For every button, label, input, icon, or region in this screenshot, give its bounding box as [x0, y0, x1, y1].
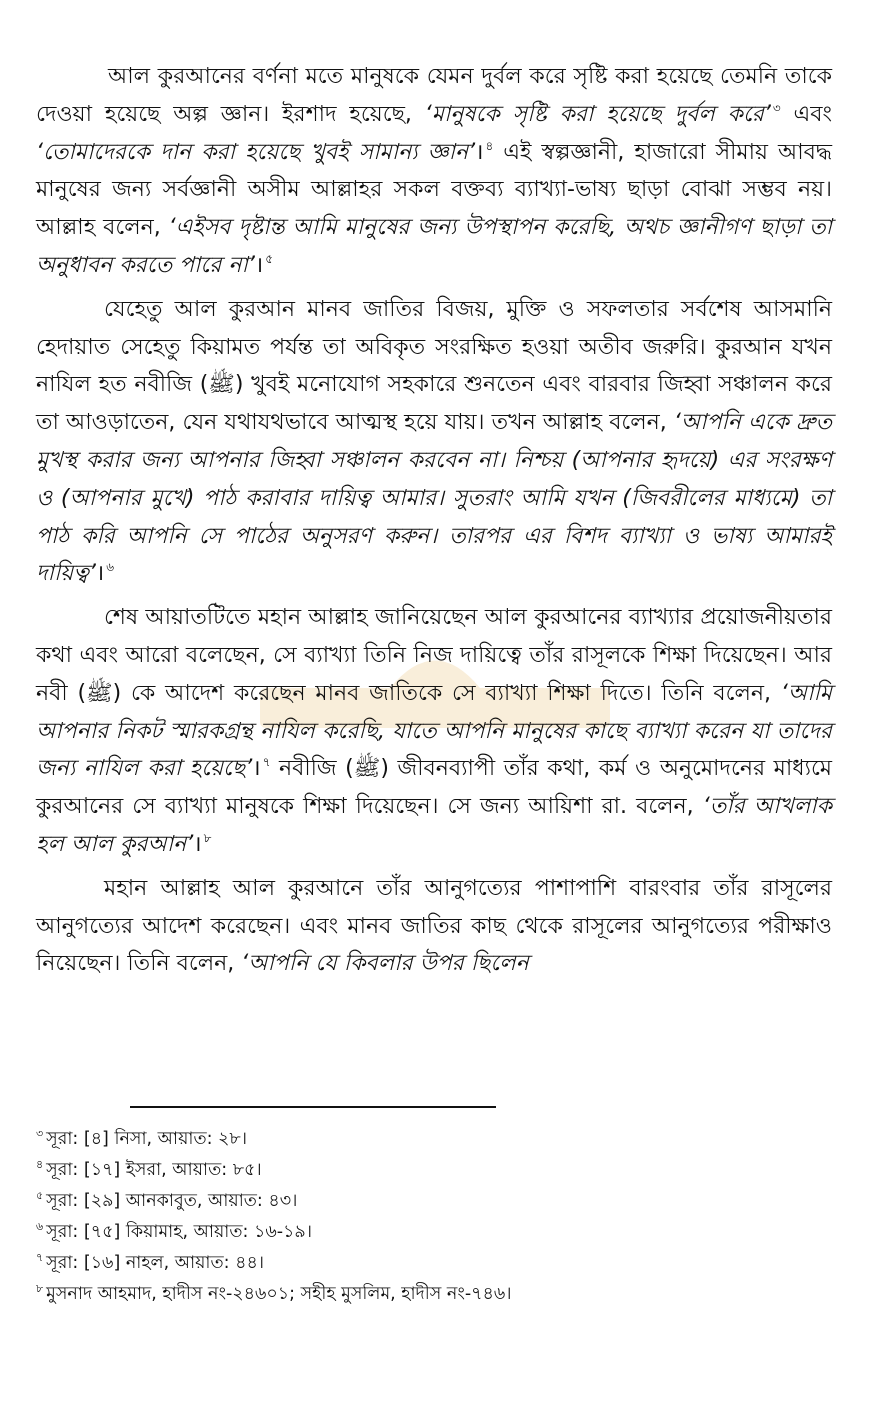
footnote-number: ৮: [36, 1282, 44, 1295]
body-text-segment: ।: [95, 561, 105, 587]
footnote-5: [36, 1186, 816, 1217]
body-text-segment: এবং: [780, 101, 832, 127]
footnote-text: মুসনাদ আহমাদ, হাদীস নং-২৪৬০১; সহীহ মুসলিম, হাদীস নং-৭৪৬।: [46, 1284, 512, 1304]
body-text-segment: এই স্বল্পজ্ঞানী, হাজারো সীমায় আবদ্ধ মানুষের জন্য সর্বজ্ঞানী অসীম আল্লাহর সকল বক্তব্য ব্যাখ্যা-ভাষ্য ছাড়া বোঝা সম্ভব নয়। আল্লাহ বলেন,: [36, 139, 832, 241]
paragraph-3: [36, 599, 832, 864]
footnote-ref: ৪: [485, 138, 494, 153]
footnote-ref: ৭: [262, 755, 271, 770]
quote-text: ‘মানুষকে সৃষ্টি করা হয়েছে দুর্বল করে’: [424, 101, 771, 127]
footnote-7: [36, 1248, 816, 1279]
footnotes: [36, 1124, 816, 1310]
footnote-3: [36, 1124, 816, 1155]
footnote-text: সূরা: [৭৫] কিয়ামাহ, আয়াত: ১৬-১৯।: [46, 1222, 312, 1242]
footnote-text: সূরা: [১৬] নাহল, আয়াত: ৪৪।: [46, 1253, 265, 1273]
footnote-number: ৭: [36, 1251, 44, 1264]
body-text-segment: যেহেতু আল কুরআন মানব জাতির বিজয়, মুক্তি ও সফলতার সর্বশেষ আসমানি হেদায়াত সেহেতু কিয়ামত পর্যন্ত তা অবিকৃত সংরক্ষিত হওয়া অতীব জরুরি। কুরআন যখন নাযিল হত নবীজি (ﷺ) খুবই মনোযোগ সহকারে শুনতেন এবং বারবার জিহ্বা সঞ্চালন করে তা আওড়াতেন, যেন যথাযথভাবে আত্মস্থ হয়ে যায়। তখন আল্লাহ বলেন,: [36, 296, 832, 436]
footnote-4: [36, 1155, 816, 1186]
footnote-8: [36, 1279, 816, 1310]
paragraph-1: [36, 58, 832, 285]
quote-text: ‘আপনি একে দ্রুত মুখস্থ করার জন্য আপনার জিহ্বা সঞ্চালন করবেন না। নিশ্চয় (আপনার হৃদয়ে) এর সংরক্ষণ ও (আপনার মুখে) পাঠ করাবার দায়িত্ব আমার। সুতরাং আমি যখন (জিবরীলের মাধ্যমে) তা পাঠ করি আপনি সে পাঠের অনুসরণ করুন। তারপর এর বিশদ ব্যাখ্যা ও ভাষ্য আমারই দায়িত্ব’: [36, 410, 832, 587]
body-text-segment: ।: [252, 756, 261, 782]
body-text-segment: ।: [475, 139, 484, 165]
footnote-6: [36, 1217, 816, 1248]
main-text: [36, 58, 832, 989]
footnote-text: সূরা: [২৯] আনকাবুত, আয়াত: ৪৩।: [46, 1191, 298, 1211]
quote-text: ‘এইসব দৃষ্টান্ত আমি মানুষের জন্য উপস্থাপন করেছি, অথচ জ্ঞানীগণ ছাড়া তা অনুধাবন করতে পারে না’: [36, 215, 832, 278]
footnote-ref: ৫: [265, 251, 273, 266]
paragraph-2: [36, 291, 832, 593]
paragraph-4: [36, 870, 832, 983]
body-text-segment: আল কুরআনের বর্ণনা মতে মানুষকে যেমন দুর্বল করে সৃষ্টি করা হয়েছে তেমনি তাকে দেওয়া হয়েছে অল্প জ্ঞান। ইরশাদ হয়েছে,: [36, 64, 832, 127]
body-text-segment: ।: [254, 252, 264, 278]
body-text-segment: নবীজি (ﷺ) জীবনব্যাপী তাঁর কথা, কর্ম ও অনুমোদনের মাধ্যমে কুরআনের সে ব্যাখ্যা মানুষকে শিক্ষা দিয়েছেন। সে জন্য আয়িশা রা. বলেন,: [36, 756, 833, 820]
footnote-number: ৫: [36, 1189, 44, 1202]
body-text-segment: মহান আল্লাহ আল কুরআনে তাঁর আনুগত্যের পাশাপাশি বারংবার তাঁর রাসূলের আনুগত্যের আদেশ করেছেন। এবং মানব জাতির কাছ থেকে রাসূলের আনুগত্যের পরীক্ষাও নিয়েছেন। তিনি বলেন,: [36, 875, 832, 977]
quote-text: ‘তোমাদেরকে দান করা হয়েছে খুবই সামান্য জ্ঞান’: [36, 139, 476, 165]
quote-text: ‘তাঁর আখলাক হল আল কুরআন’: [36, 794, 832, 857]
quote-text: ‘আমি আপনার নিকট স্মারকগ্রন্থ নাযিল করেছি, যাতে আপনি মানুষের কাছে ব্যাখ্যা করেন যা তাদের জন্য নাযিল করা হয়েছে’: [36, 680, 832, 782]
footnote-number: ৪: [36, 1158, 44, 1171]
footnote-number: ৩: [36, 1127, 44, 1140]
footnote-text: সূরা: [৪] নিসা, আয়াত: ২৮।: [46, 1129, 248, 1149]
footnote-ref: ৩: [772, 100, 781, 115]
footnote-ref: ৬: [106, 560, 114, 575]
footnote-number: ৬: [36, 1220, 44, 1233]
body-text-segment: ।: [193, 831, 202, 857]
body-text-segment: শেষ আয়াতটিতে মহান আল্লাহ জানিয়েছেন আল কুরআনের ব্যাখ্যার প্রয়োজনীয়তার কথা এবং আরো বলেছেন, সে ব্যাখ্যা তিনি নিজ দায়িত্বে তাঁর রাসূলকে শিক্ষা দিয়েছেন। আর নবী (ﷺ) কে আদেশ করেছেন মানব জাতিকে সে ব্যাখ্যা শিক্ষা দিতে। তিনি বলেন,: [36, 605, 832, 706]
footnote-divider: [130, 1106, 496, 1108]
quote-text: ‘আপনি যে কিবলার উপর ছিলেন: [241, 951, 529, 977]
footnote-ref: ৮: [203, 830, 212, 845]
footnote-text: সূরা: [১৭] ইসরা, আয়াত: ৮৫।: [46, 1160, 262, 1180]
